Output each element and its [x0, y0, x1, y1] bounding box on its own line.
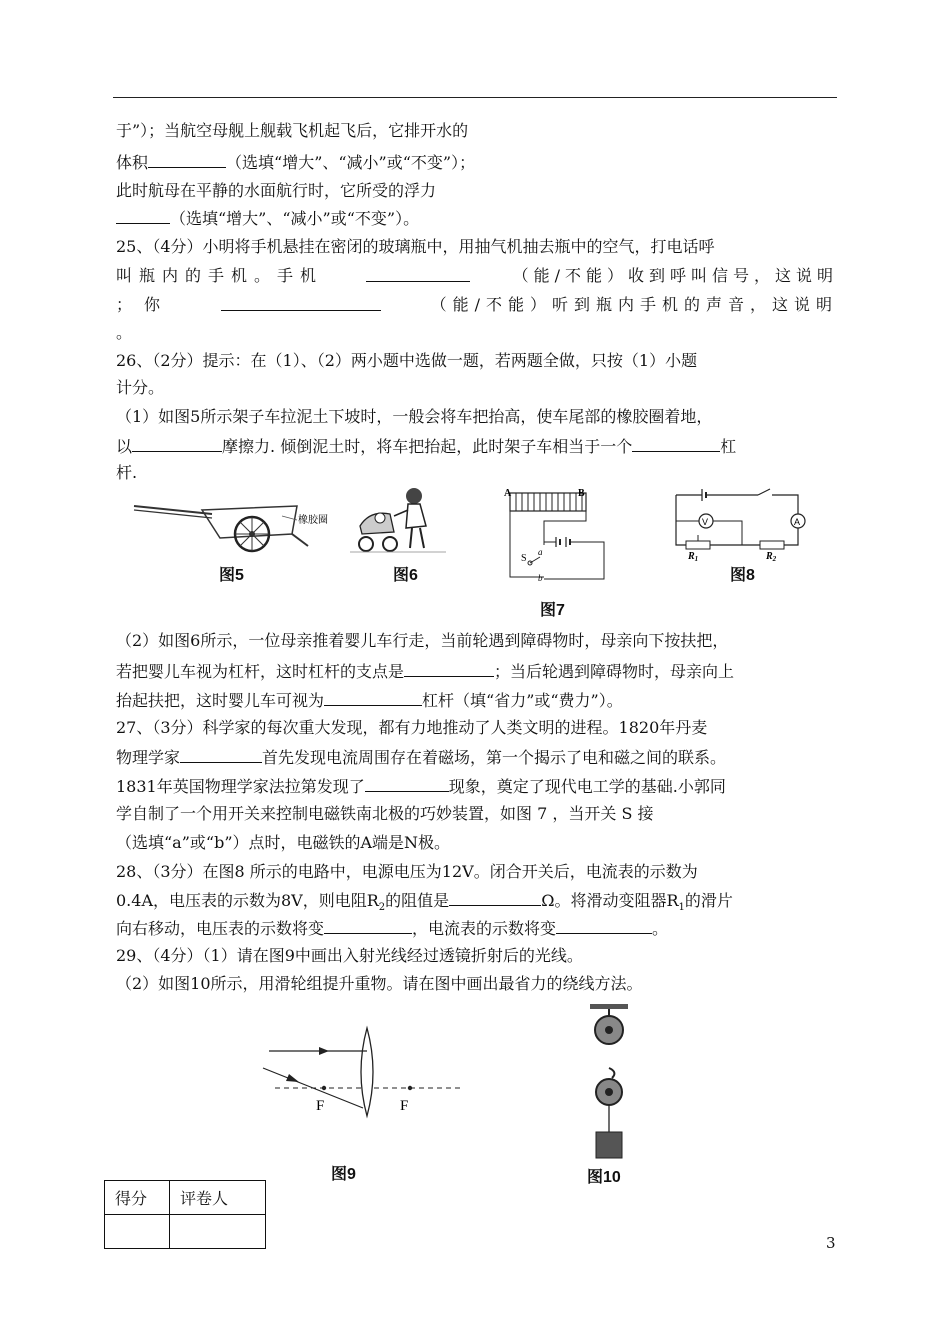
fig7-electromagnet-circuit — [494, 487, 614, 587]
text-line: （选填“a”或“b”）点时，电磁铁的A端是N极。 — [116, 833, 451, 852]
fig7-label-a: a — [538, 547, 543, 557]
answer-blank[interactable] — [180, 746, 262, 763]
page-number: 3 — [826, 1234, 836, 1252]
text-line: 物理学家 首先发现电流周围存在着磁场，第一个揭示了电和磁之间的联系。 — [116, 748, 727, 767]
answer-blank[interactable] — [324, 917, 412, 934]
question-25: 25、（4分）小明将手机悬挂在密闭的玻璃瓶中，用抽气机抽去瓶中的空气，打电话呼 — [116, 237, 715, 256]
answer-blank[interactable] — [132, 435, 222, 452]
fig6-stroller-drawing — [350, 486, 450, 558]
question-28: 28、（3分）在图8 所示的电路中，电源电压为12V。闭合开关后，电流表的示数为 — [116, 862, 698, 881]
text-line: （2）如图10所示，用滑轮组提升重物。请在图中画出最省力的绕线方法。 — [116, 974, 643, 993]
fig9-lens-drawing — [255, 1026, 470, 1118]
fig6-caption: 图6 — [393, 567, 418, 584]
fig9-caption: 图9 — [331, 1166, 356, 1183]
fig8-voltmeter-label: V — [702, 517, 709, 527]
answer-blank[interactable] — [556, 917, 652, 934]
text-line: 体积 （选填“增大”、“减小”或“不变”）； — [116, 153, 476, 172]
fig8-ammeter-label: A — [794, 517, 801, 527]
answer-blank[interactable] — [324, 689, 422, 706]
text-line: 。 — [116, 323, 133, 342]
text-line: 1831年英国物理学家法拉第发现了 现象，奠定了现代电工学的基础.小郭同 — [116, 777, 726, 796]
score-cell[interactable] — [105, 1215, 170, 1249]
text-line: 此时航母在平静的水面航行时，它所受的浮力 — [116, 181, 437, 200]
answer-blank[interactable] — [366, 265, 470, 282]
fig8-r1-label: $R_1$ — [688, 551, 699, 563]
grader-cell[interactable] — [170, 1215, 266, 1249]
fig9-focus-left: F — [316, 1098, 325, 1114]
fig7-label-b: b — [538, 573, 543, 583]
answer-blank[interactable] — [116, 207, 170, 224]
grader-header: 评卷人 — [170, 1181, 266, 1215]
text-line: （2）如图6所示，一位母亲推着婴儿车行走，当前轮遇到障碍物时，母亲向下按扶把， — [116, 631, 729, 650]
fig8-circuit — [666, 487, 826, 563]
fig8-r2-label: $R_2$ — [766, 551, 777, 563]
fig7-label-A: A — [504, 488, 512, 499]
fig5-cart-drawing — [132, 492, 328, 556]
text-line: 若把婴儿车视为杠杆，这时杠杆的支点是 ；当后轮遇到障碍物时，母亲向上 — [116, 662, 735, 681]
text-line: （选填“增大”、“减小”或“不变”）。 — [116, 207, 838, 230]
answer-blank[interactable] — [365, 775, 449, 792]
fig10-pulley-drawing — [584, 1000, 634, 1162]
answer-blank[interactable] — [221, 294, 381, 311]
answer-blank[interactable] — [632, 435, 720, 452]
fig8-caption: 图8 — [730, 567, 755, 584]
question-29: 29、（4分）（1）请在图9中画出入射光线经过透镜折射后的光线。 — [116, 946, 583, 965]
text-line: 0.4A，电压表的示数为8V，则电阻$R_2$的阻值是 Ω。将滑动变阻器$R_1$的滑片 — [116, 891, 733, 914]
answer-blank[interactable] — [404, 660, 494, 677]
text-line: 学自制了一个用开关来控制电磁铁南北极的巧妙装置，如图 7 ，当开关 S 接 — [116, 804, 654, 823]
score-header: 得分 — [105, 1181, 170, 1215]
text-line: 叫瓶内的手机。手机 （能/不能）收到呼叫信号，这说明 — [116, 266, 838, 285]
fig5-label-rubber-ring: 橡胶圈 — [298, 515, 328, 526]
fig7-label-S: S — [521, 553, 527, 564]
text-line: 计分。 — [116, 378, 165, 397]
fig9-focus-right: F — [400, 1098, 409, 1114]
fig7-label-B: B — [578, 488, 585, 499]
text-line: 抬起扶把，这时婴儿车可视为 杠杆（填“省力”或“费力”）。 — [116, 691, 623, 710]
question-26: 26、（2分）提示：在（1）、（2）两小题中选做一题，若两题全做，只按（1）小题 — [116, 351, 698, 370]
text-line: 杆. — [116, 463, 138, 482]
text-line: ；你 （能/不能）听到瓶内手机的声音，这说明 — [116, 295, 838, 314]
fig7-caption: 图7 — [540, 602, 565, 619]
score-table — [104, 1180, 266, 1249]
fig5-caption: 图5 — [219, 567, 244, 584]
answer-blank[interactable] — [449, 889, 541, 906]
text-line: 向右移动，电压表的示数将变 ，电流表的示数将变 。 — [116, 919, 669, 938]
text-line: 以 摩擦力. 倾倒泥土时，将车把抬起，此时架子车相当于一个 杠 — [116, 437, 737, 456]
text-line: （1）如图5所示架子车拉泥土下坡时，一般会将车把抬高，使车尾部的橡胶圈着地， — [116, 407, 713, 426]
fig10-caption: 图10 — [587, 1169, 621, 1186]
text-line: 于”）；当航空母舰上舰载飞机起飞后，它排开水的 — [116, 121, 469, 140]
question-27: 27、（3分）科学家的每次重大发现，都有力地推动了人类文明的进程。1820年丹麦 — [116, 718, 708, 737]
header-rule — [113, 97, 837, 98]
answer-blank[interactable] — [148, 151, 226, 168]
